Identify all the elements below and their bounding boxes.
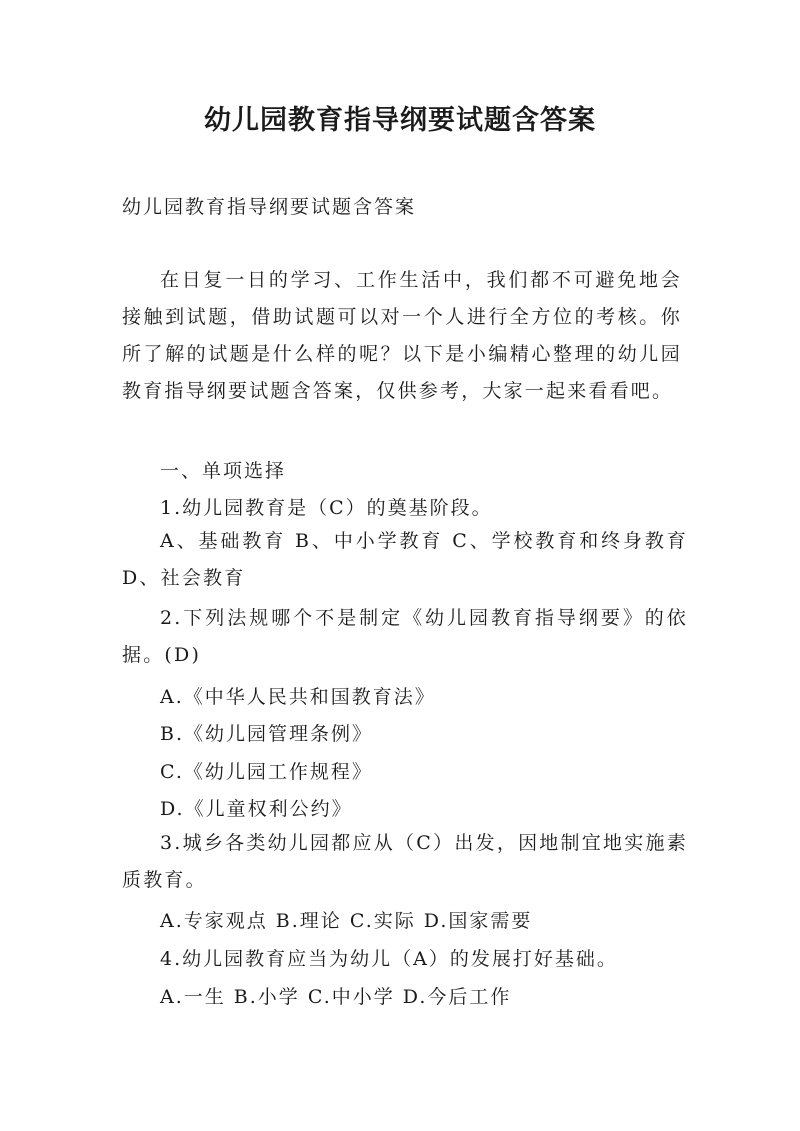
question-1: 1.幼儿园教育是（C）的奠基阶段。 — [160, 497, 493, 519]
question-3: 3.城乡各类幼儿园都应从（C）出发，因地制宜地实施素质教育。 — [122, 832, 688, 891]
section-heading: 一、单项选择 — [160, 460, 287, 482]
question-1-options: A、基础教育 B、中小学教育 C、学校教育和终身教育 D、社会教育 — [122, 530, 688, 589]
document-title: 幼儿园教育指导纲要试题含答案 — [204, 105, 596, 136]
question-2-option-b: B.《幼儿园管理条例》 — [160, 723, 374, 745]
question-2: 2.下列法规哪个不是制定《幼儿园教育指导纲要》的依据。(D) — [122, 607, 688, 666]
question-2-option-d: D.《儿童权利公约》 — [160, 798, 353, 820]
document-subtitle: 幼儿园教育指导纲要试题含答案 — [122, 196, 417, 218]
question-4: 4.幼儿园教育应当为幼儿（A）的发展打好基础。 — [160, 948, 618, 970]
question-2-option-c: C.《幼儿园工作规程》 — [160, 761, 373, 783]
question-4-options: A.一生 B.小学 C.中小学 D.今后工作 — [160, 986, 512, 1008]
question-3-options: A.专家观点 B.理论 C.实际 D.国家需要 — [160, 910, 533, 932]
intro-paragraph: 在日复一日的学习、工作生活中，我们都不可避免地会接触到试题，借助试题可以对一个人进行全方位的考核。你所了解的试题是什么样的呢？以下是小编精心整理的幼儿园教育指导纲要试题含答案，仅供参考，大家一起来看看吧。 — [122, 269, 682, 402]
question-2-option-a: A.《中华人民共和国教育法》 — [160, 686, 436, 708]
